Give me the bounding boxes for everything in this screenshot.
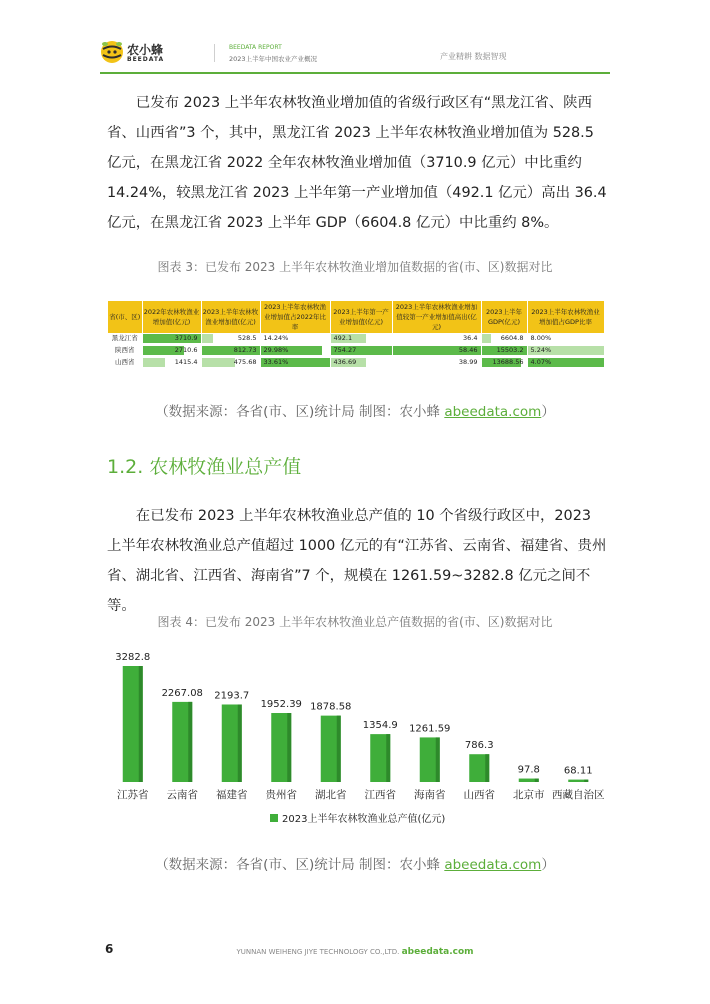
data-cell: 13688.56 bbox=[481, 357, 527, 369]
data-cell: 528.5 bbox=[201, 333, 260, 345]
province-cell: 黑龙江省 bbox=[108, 333, 142, 345]
source-link[interactable]: abeedata.com bbox=[444, 857, 542, 873]
chart-category-label: 山西省 bbox=[463, 789, 495, 801]
chart-bar-shade bbox=[535, 779, 539, 782]
footer bbox=[0, 947, 710, 957]
data-cell: 3710.9 bbox=[142, 333, 201, 345]
page-header bbox=[0, 0, 710, 76]
province-cell: 山西省 bbox=[108, 357, 142, 369]
chart-data-label: 1261.59 bbox=[409, 723, 451, 735]
chart-data-label: 1952.39 bbox=[260, 699, 302, 711]
table-header-row bbox=[108, 301, 604, 333]
col-header: 2023上半年农林牧渔业增加值较第一产业增加值高出(亿元) bbox=[392, 301, 481, 333]
chart-category-label: 云南省 bbox=[166, 789, 198, 801]
source-link[interactable]: abeedata.com bbox=[444, 404, 542, 420]
data-cell: 436.69 bbox=[330, 357, 392, 369]
data-cell: 29.98% bbox=[260, 345, 330, 357]
chart-category-label: 江西省 bbox=[364, 789, 396, 801]
paragraph-output-value: 在已发布 2023 上半年农林牧渔业总产值的 10 个省级行政区中，2023 上半年农林牧渔业总产值超过 1000 亿元的有“江苏省、云南省、福建省、贵州省、湖北省、江西省、海南省”7 个，规模在 1261.59~3282.8 亿元之间不等。 bbox=[107, 508, 607, 614]
data-cell: 2710.6 bbox=[142, 345, 201, 357]
chart-data-label: 1354.9 bbox=[362, 720, 398, 732]
data-cell: 475.68 bbox=[201, 357, 260, 369]
chart-bar-shade bbox=[287, 713, 291, 782]
chart-category-label: 江苏省 bbox=[117, 789, 149, 801]
col-header: 省(市、区) bbox=[108, 301, 142, 333]
chart-bar-shade bbox=[238, 704, 242, 782]
chart-bar-shade bbox=[188, 702, 192, 782]
col-header: 2023上半年农林牧渔业增加值占2022年比率 bbox=[260, 301, 330, 333]
data-cell: 33.61% bbox=[260, 357, 330, 369]
section-title: 1.2. 农林牧渔业总产值 bbox=[107, 456, 302, 478]
chart-bar-shade bbox=[584, 780, 588, 782]
data-cell: 5.24% bbox=[527, 345, 604, 357]
chart-data-label: 97.8 bbox=[517, 764, 540, 776]
col-header: 2023上半年GDP(亿元) bbox=[481, 301, 527, 333]
header-tagline: 产业精耕 数据智现 bbox=[440, 52, 507, 61]
header-rule bbox=[100, 72, 610, 74]
chart-data-label: 2267.08 bbox=[161, 687, 203, 699]
source-note bbox=[0, 400, 710, 420]
table-caption: 图表 3：已发布 2023 上半年农林牧渔业增加值数据的省(市、区)数据对比 bbox=[157, 260, 553, 274]
logo-text-en: BEEDATA bbox=[127, 56, 165, 63]
chart-category-label: 贵州省 bbox=[265, 789, 297, 801]
table-row bbox=[108, 357, 604, 369]
data-cell: 1415.4 bbox=[142, 357, 201, 369]
chart-category-label: 西藏自治区 bbox=[552, 789, 605, 801]
data-cell: 812.73 bbox=[201, 345, 260, 357]
province-cell: 陕西省 bbox=[108, 345, 142, 357]
chart-data-label: 786.3 bbox=[464, 740, 494, 752]
chart-data-label: 68.11 bbox=[563, 765, 593, 777]
data-cell: 8.00% bbox=[527, 333, 604, 345]
legend-label: 2023上半年农林牧渔业总产值(亿元) bbox=[282, 814, 446, 825]
chart-category-label: 湖北省 bbox=[315, 789, 347, 801]
source-close: ） bbox=[541, 857, 555, 873]
logo bbox=[100, 40, 200, 68]
chart-bar-shade bbox=[436, 737, 440, 782]
data-cell: 36.4 bbox=[392, 333, 481, 345]
chart-bar-shade bbox=[386, 734, 390, 782]
data-cell: 38.99 bbox=[392, 357, 481, 369]
col-header: 2023上半年农林牧渔业增加值(亿元) bbox=[201, 301, 260, 333]
data-cell: 58.46 bbox=[392, 345, 481, 357]
chart-caption: 图表 4：已发布 2023 上半年农林牧渔业总产值数据的省(市、区)数据对比 bbox=[157, 615, 553, 629]
chart-category-label: 北京市 bbox=[513, 789, 545, 801]
chart-data-label: 3282.8 bbox=[115, 652, 151, 663]
bee-logo-icon bbox=[100, 40, 124, 64]
chart-bar-shade bbox=[485, 754, 489, 782]
paragraph-value-added: 已发布 2023 上半年农林牧渔业增加值的省级行政区有“黑龙江省、陕西省、山西省”3 个，其中，黑龙江省 2023 上半年农林牧渔业增加值为 528.5 亿元，在黑龙江省 2022 全年农林牧渔业增加值（3710.9 亿元）中比重约 14.24%，较黑龙江省 2023 上半年第一产业增加值（492.1 亿元）高出 36.4 亿元，在黑龙江省 2023 上半年 GDP（6604.8 亿元）中比重约 8%。 bbox=[107, 95, 607, 231]
chart-data-label: 1878.58 bbox=[310, 701, 352, 713]
logo-text-cn: 农小蜂 bbox=[127, 43, 164, 57]
header-divider bbox=[214, 44, 215, 62]
report-title: BEEDATA REPORT bbox=[229, 44, 282, 51]
source-close: ） bbox=[541, 404, 555, 420]
col-header: 2023上半年第一产业增加值(亿元) bbox=[330, 301, 392, 333]
data-cell: 6604.8 bbox=[481, 333, 527, 345]
data-cell: 754.27 bbox=[330, 345, 392, 357]
chart-bar-shade bbox=[337, 716, 341, 782]
chart-category-label: 海南省 bbox=[414, 789, 446, 801]
chart-bar-shade bbox=[139, 666, 143, 782]
data-cell: 15503.2 bbox=[481, 345, 527, 357]
data-cell: 4.07% bbox=[527, 357, 604, 369]
data-cell: 492.1 bbox=[330, 333, 392, 345]
table-row bbox=[108, 333, 604, 345]
data-cell: 14.24% bbox=[260, 333, 330, 345]
col-header: 2023上半年农林牧渔业增加值占GDP比率 bbox=[527, 301, 604, 333]
legend-swatch bbox=[270, 814, 278, 822]
source-note bbox=[0, 853, 710, 873]
col-header: 2022年农林牧渔业增加值(亿元) bbox=[142, 301, 201, 333]
footer-site[interactable]: abeedata.com bbox=[401, 947, 474, 957]
source-text: （数据来源：各省(市、区)统计局 制图：农小蜂 bbox=[155, 404, 445, 420]
table-row bbox=[108, 345, 604, 357]
output-value-bar-chart bbox=[100, 640, 640, 840]
source-text: （数据来源：各省(市、区)统计局 制图：农小蜂 bbox=[155, 857, 445, 873]
page-number: 6 bbox=[105, 942, 114, 956]
chart-category-label: 福建省 bbox=[216, 789, 248, 801]
chart-data-label: 2193.7 bbox=[214, 690, 250, 702]
footer-company: YUNNAN WEIHENG JIYE TECHNOLOGY CO.,LTD. bbox=[236, 948, 400, 956]
comparison-table bbox=[108, 301, 605, 369]
report-subtitle: 2023上半年中国农业产业概况 bbox=[229, 55, 318, 63]
